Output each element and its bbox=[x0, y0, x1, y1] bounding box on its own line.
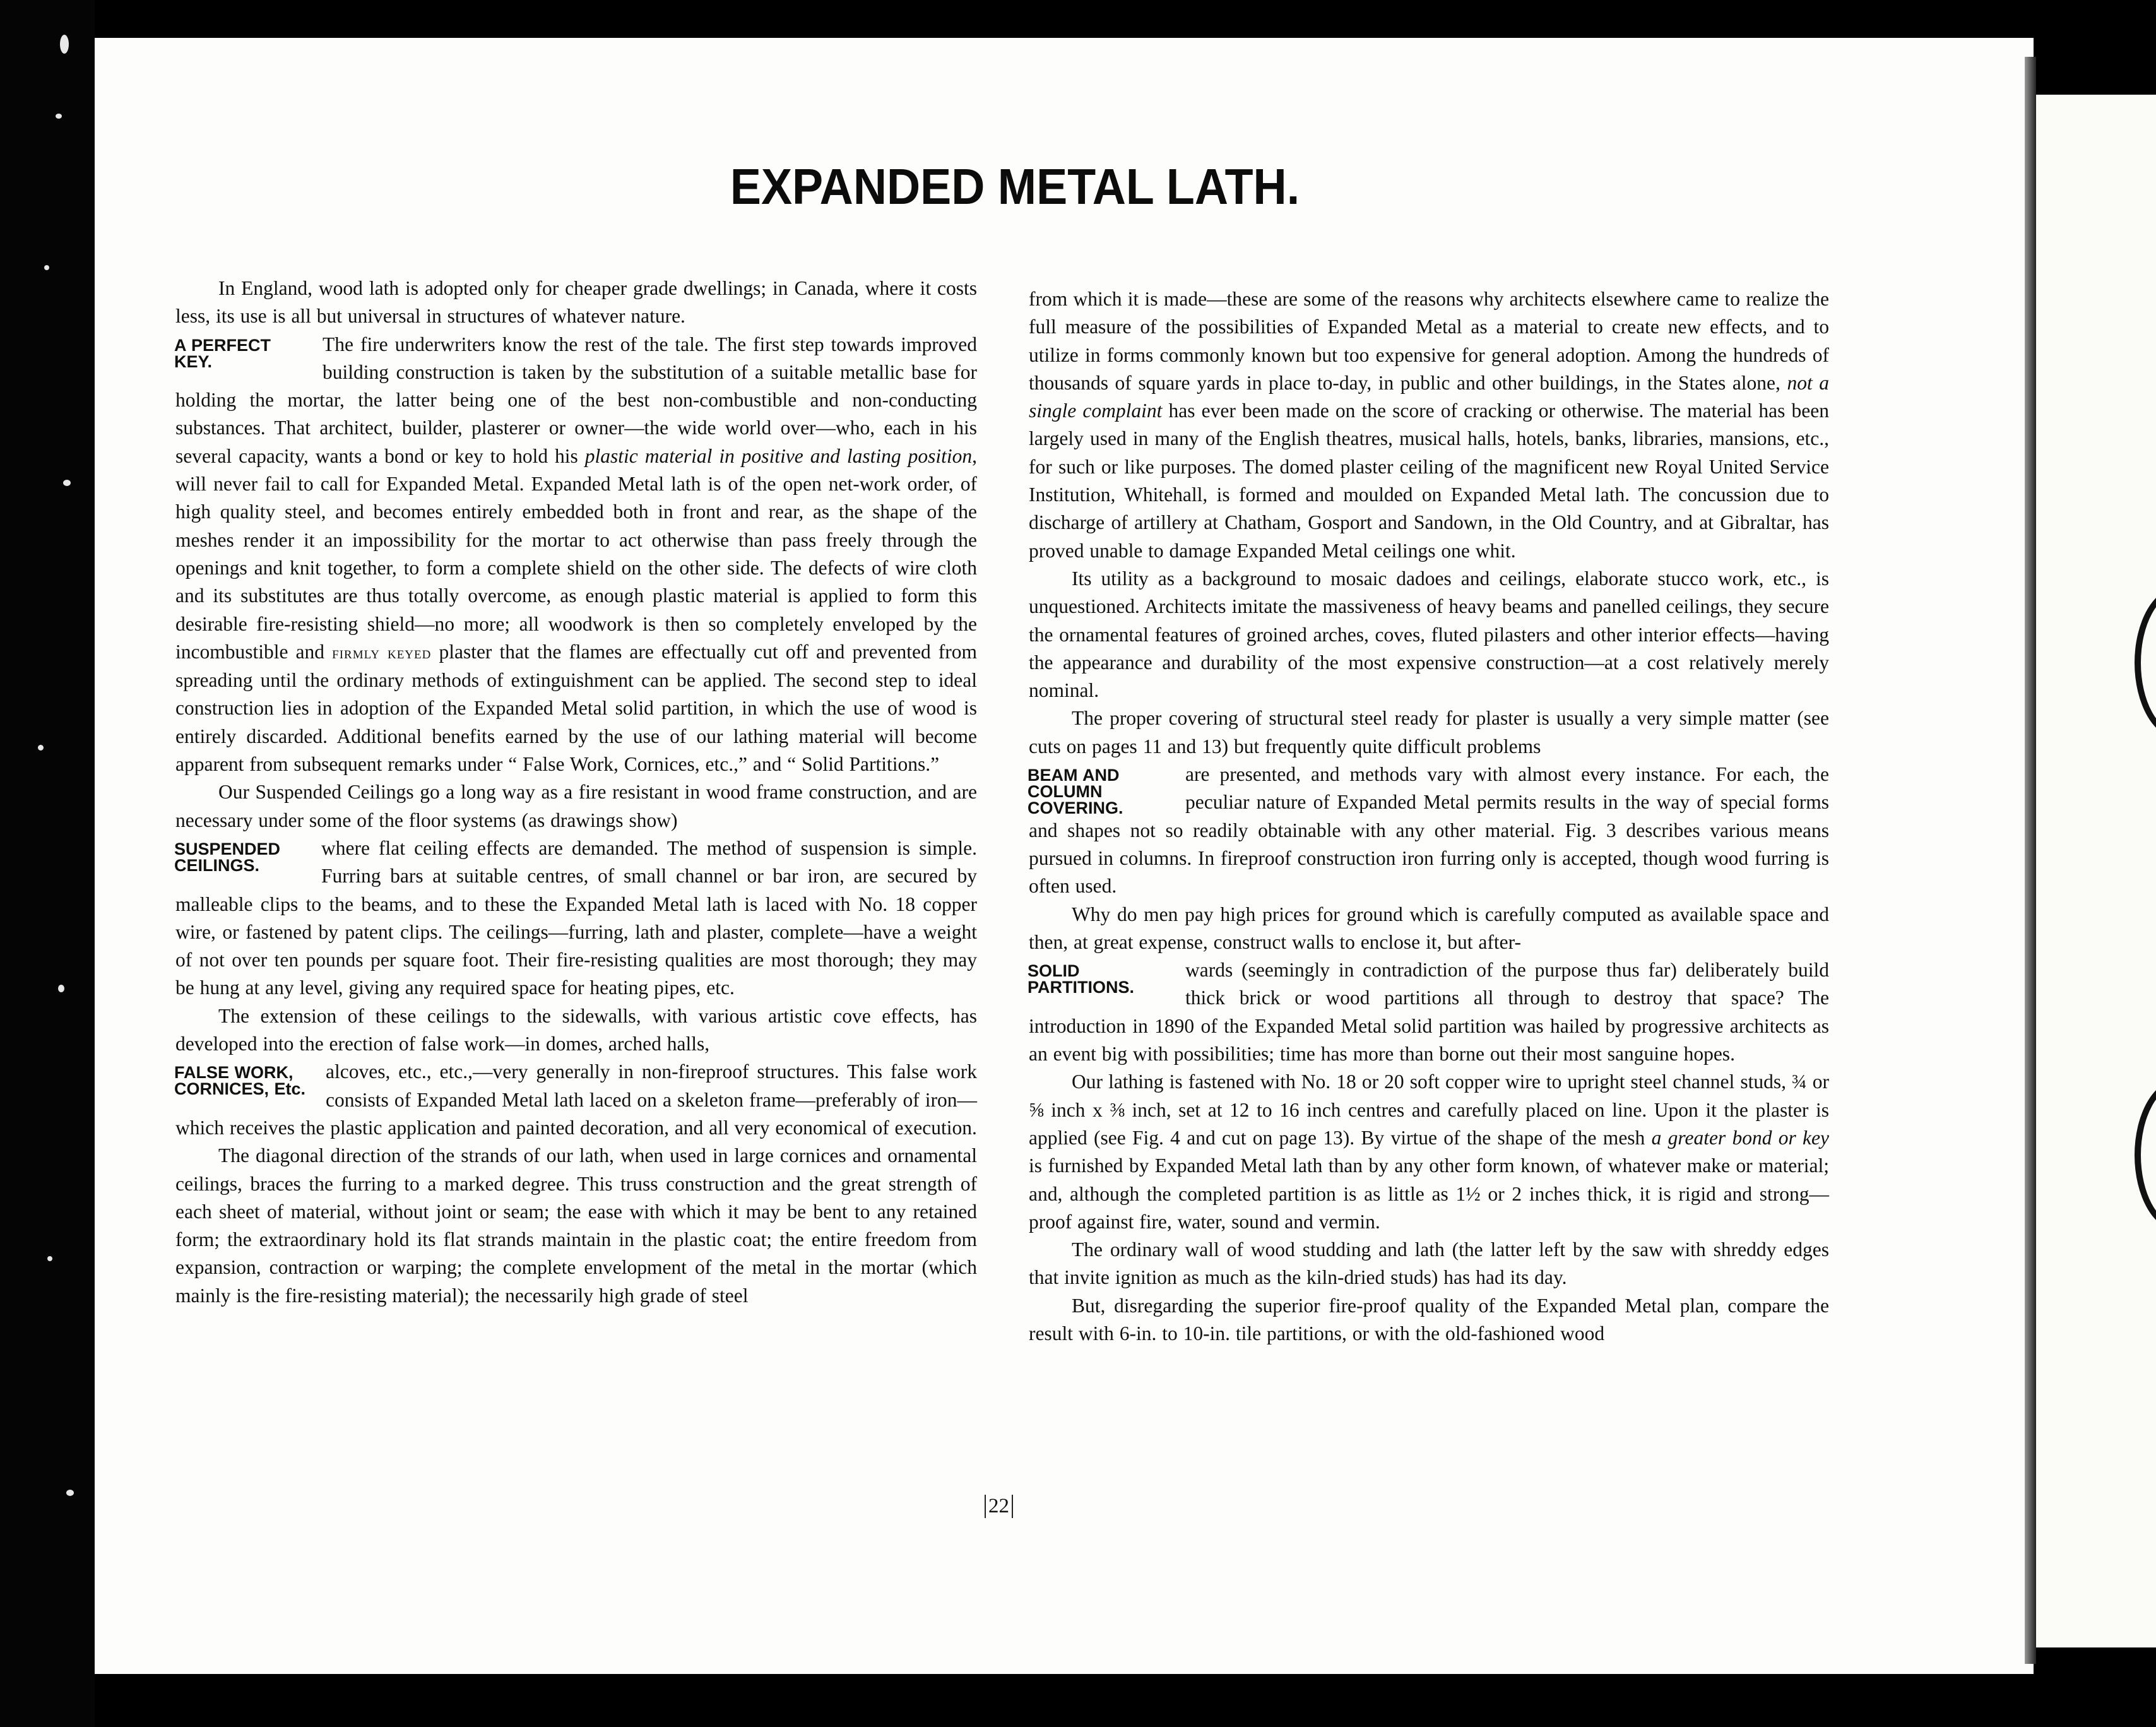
facing-page-edge bbox=[2036, 95, 2156, 1647]
margin-heading-solid-partitions: SOLID PARTITIONS. bbox=[1028, 961, 1135, 997]
paragraph: But, disregarding the superior fire-proof quality of the Expanded Metal plan, compare the result with 6-in. to 10-in. tile partitions, or with the old-fashioned wood bbox=[1029, 1294, 1829, 1344]
paragraph: Our lathing is fastened with No. 18 or 20 soft copper wire to upright steel channel studs, ¾ or ⅝ inch x ⅜ inch, set at 12 to 16 inch centres and carefully placed on line. Upon it the plaster is applied (see Fig. 4 and cut on page 13). By virtue of the shape of the mesh a greater bond or key is furnished by Expanded Metal lath than by any other form known, of whatever make or material; and, although the completed partition is as little as 1½ or 2 inches thick, it is rigid and strong—proof against fire, water, sound and vermin. bbox=[1029, 1071, 1829, 1233]
paragraph: Why do men pay high prices for ground which is carefully computed as available space and then, at great expense, construct walls to enclose it, but after- SOLID PARTITIONS. wards (seemingly in contradiction of the purpose thus far) deliberately build thick brick or wood partitions all through to destroy that space? The introduction in 1890 of the Expanded Metal solid partition was hailed by progressive architects as an event big with possibilities; time has more than borne out their most sanguine hopes. bbox=[1028, 903, 1829, 1065]
facing-page-ornament bbox=[2135, 1079, 2156, 1231]
small-caps-phrase: firmly keyed bbox=[332, 643, 432, 662]
margin-heading-beam-column: BEAM AND COLUMN COVERING. bbox=[1028, 766, 1123, 818]
italic-phrase: plastic material in positive and lasting position bbox=[584, 444, 973, 467]
margin-heading-perfect-key: A PERFECT KEY. bbox=[174, 335, 271, 371]
right-column bbox=[1029, 285, 1829, 1348]
paragraph: The diagonal direction of the strands of our lath, when used in large cornices and ornamental ceilings, braces the furring to a marked degree. This truss construction and the great strength of each sheet of material, without joint or seam; the ease with which it may be bent to any retained form; the extraordinary hold its flat strands maintain in the plastic coat; the entire freedom from expansion, contraction or warping; the complete envelopment of the metal in the mortar (which mainly is the fire-resisting material); the necessarily high grade of steel bbox=[175, 1144, 977, 1307]
paragraph: Its utility as a background to mosaic dadoes and ceilings, elaborate stucco work, etc., is unquestioned. Architects imitate the massiveness of heavy beams and panelled ceilings, they secure the ornamental features of groined arches, coves, fluted pilasters and other interior effects—having the appearance and durability of the most expensive construction—at a cost relatively merely nominal. bbox=[1029, 567, 1829, 702]
margin-heading-false-work: FALSE WORK, CORNICES, Etc. bbox=[174, 1063, 306, 1099]
paragraph: Our Suspended Ceilings go a long way as a fire resistant in wood frame construction, and are necessary under some of the floor systems (as drawings show) SUSPENDED CEILINGS. where flat ceiling effects are demanded. The method of suspension is simple. Furring bars at suitable centres, of small channel or bar iron, are secured by malleable clips to the beams, and to these the Expanded Metal lath is laced with No. 18 copper wire, or fastened by patent clips. The ceilings—furring, lath and plaster, complete—have a weight of not over ten pounds per square foot. Their fire-resisting qualities are most thorough; they may be hung at any level, giving any required space for heating pipes, etc. bbox=[174, 781, 977, 999]
left-column bbox=[175, 275, 977, 1310]
scan-dark-border bbox=[0, 0, 95, 1727]
paragraph: In England, wood lath is adopted only for cheaper grade dwellings; in Canada, where it costs less, its use is all but universal in structures of whatever nature. bbox=[175, 277, 977, 328]
page-title: EXPANDED METAL LATH. bbox=[730, 158, 1300, 215]
paragraph: The proper covering of structural steel ready for plaster is usually a very simple matter (see cuts on pages 11 and 13) but frequently quite difficult problems BEAM AND COLUMN COVERING. are presented, and methods vary with almost every instance. For each, the peculiar nature of Expanded Metal permits results in the way of special forms and shapes not so readily obtainable with any other material. Fig. 3 describes various means pursued in columns. In fireproof construction iron furring only is accepted, though wood furring is often used. bbox=[1028, 707, 1829, 898]
paragraph: The extension of these ceilings to the sidewalls, with various artistic cove effects, has developed into the erection of false work—in domes, arched halls, FALSE WORK, CORNICES, Etc. alcoves, etc., etc.,—very generally in non-fireproof structures. This false work consists of Expanded Metal lath laced on a skeleton frame—preferably of iron—which receives the plastic application and painted decoration, and all very economical of execution. bbox=[174, 1004, 977, 1139]
page-number: 22 bbox=[985, 1495, 1013, 1518]
paragraph: A PERFECT KEY. The fire underwriters know the rest of the tale. The first step towards improved building construction is taken by the substitution of a suitable metallic base for holding the mortar, the latter being one of the best non-combustible and non-conducting substances. That architect, builder, plasterer or owner—the wide world over—who, each in his several capacity, wants a bond or key to hold his plastic material in positive and lasting position, will never fail to call for Expanded Metal. Expanded Metal lath is of the open net-work order, of high quality steel, and becomes entirely embedded both in front and rear, as the shape of the meshes render it an impossibility for the mortar to act otherwise than pass freely through the openings and knit together, to form a complete shield on the other side. The defects of wire cloth and its substitutes are thus totally overcome, as enough plastic material is applied to form this desirable fire-resisting shield—no more; all woodwork is then so completely enveloped by the incombustible and firmly keyed plaster that the flames are effectually cut off and prevented from spreading until the ordinary methods of extinguishment can be applied. The second step to ideal construction lies in adoption of the Expanded Metal solid partition, in which the use of wood is entirely discarded. Additional benefits earned by the use of our lathing material will become apparent from subsequent remarks under “ False Work, Cornices, etc.,” and “ Solid Partitions.” bbox=[175, 331, 977, 779]
italic-phrase: a greater bond or key bbox=[1651, 1126, 1829, 1149]
book-gutter bbox=[2025, 57, 2036, 1664]
paragraph: The ordinary wall of wood studding and lath (the latter left by the saw with shreddy edges that invite ignition as much as the kiln-dried studs) has had its day. bbox=[1029, 1238, 1829, 1289]
italic-phrase: not a single complaint bbox=[1029, 371, 1829, 422]
paragraph: from which it is made—these are some of the reasons why architects elsewhere came to realize the full measure of the possibilities of Expanded Metal as a material to create new effects, and to utilize in forms commonly known but too expensive for general adoption. Among the hundreds of thousands of square yards in place to-day, in public and other buildings, in the States alone, not a single complaint has ever been made on the score of cracking or otherwise. The material has been largely used in many of the English theatres, musical halls, hotels, banks, libraries, mansions, etc., for such or like purposes. The domed plaster ceiling of the magnificent new Royal United Service Institution, Whitehall, is formed and moulded on Expanded Metal lath. The concussion due to discharge of artillery at Chatham, Gosport and Sandown, in the Old Country, and at Gibraltar, has proved unable to damage Expanded Metal ceilings one whit. bbox=[1029, 288, 1829, 562]
margin-heading-suspended-ceilings: SUSPENDED CEILINGS. bbox=[174, 839, 281, 875]
facing-page-ornament bbox=[2135, 587, 2156, 739]
